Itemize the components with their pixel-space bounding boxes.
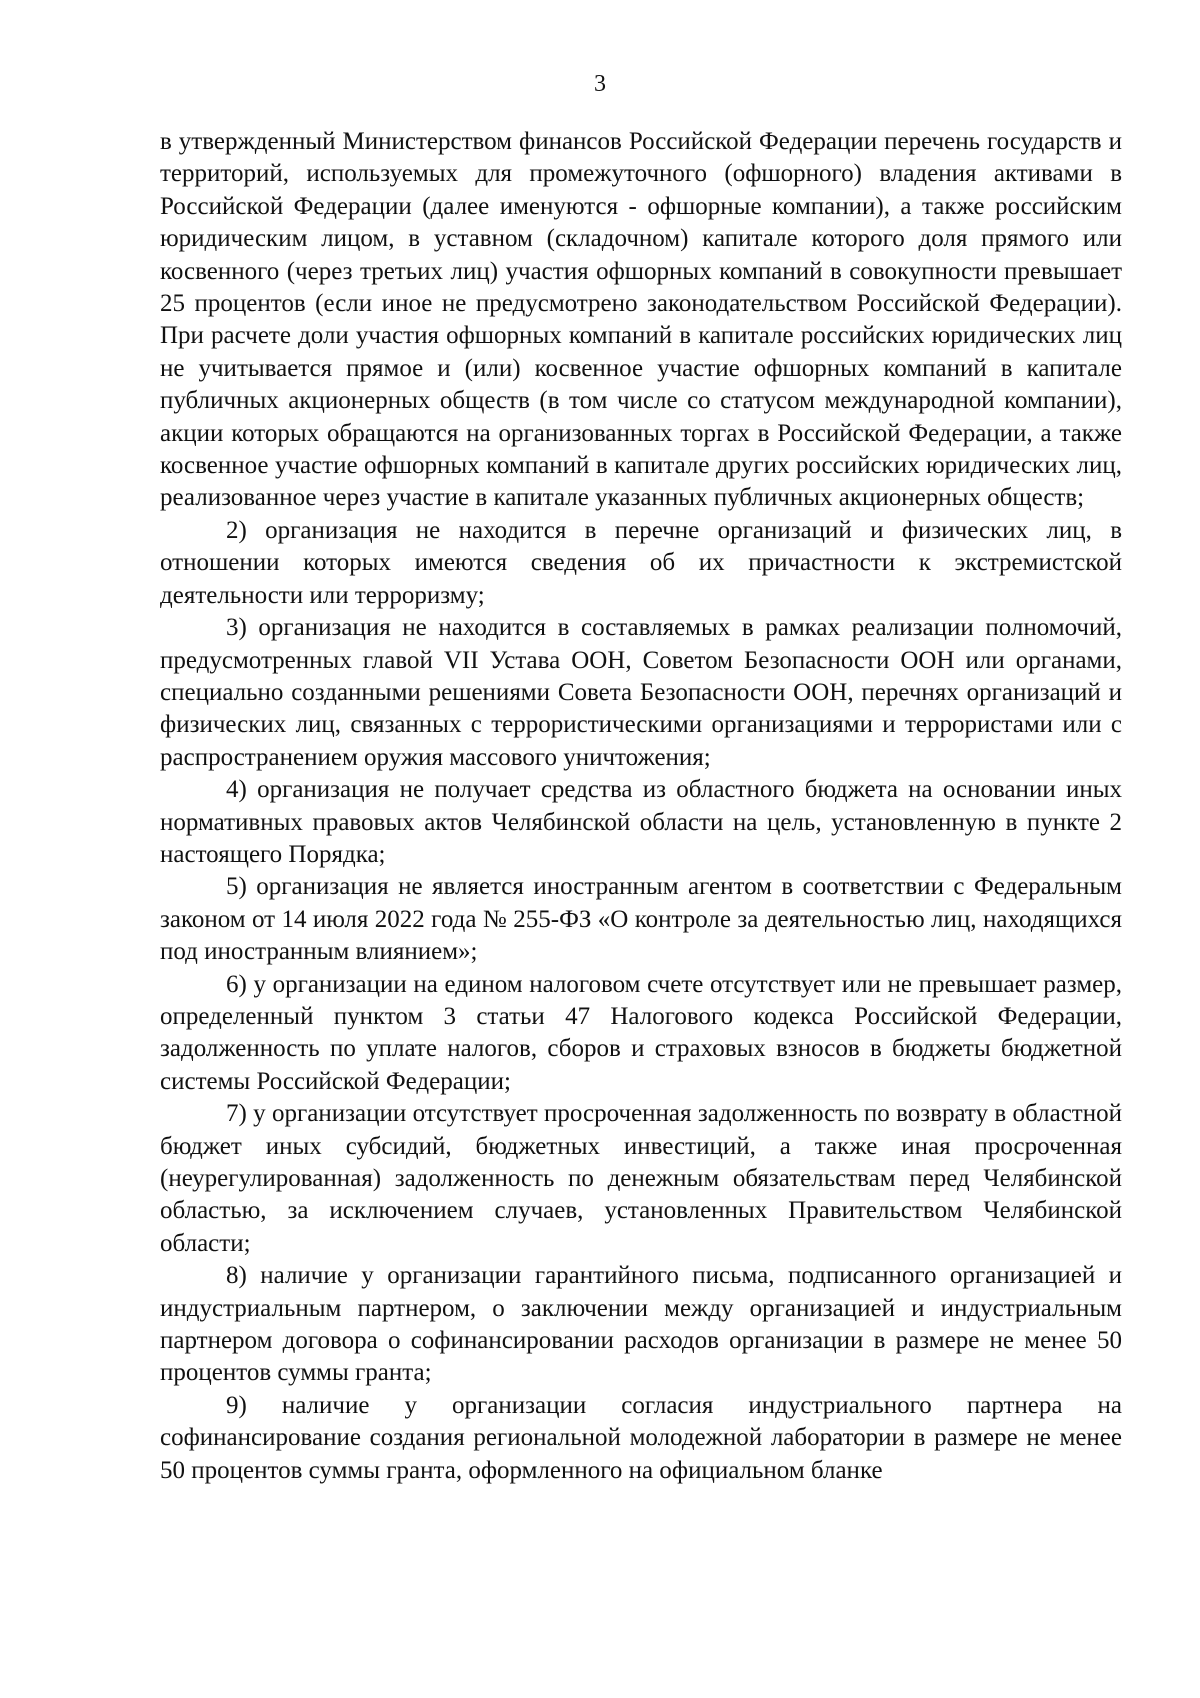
paragraph-item-5: 5) организация не является иностранным агентом в соответствии с Федеральным законом от 14 июля 2022 года № 255-ФЗ «О контроле за деятельностью лиц, находящихся под иностранным влиянием»; [160,873,1122,966]
document-body [160,126,1122,1487]
paragraph-offshore-continuation: в утвержденный Министерством финансов Российской Федерации перечень государств и территорий, используемых для промежуточного (офшорного) владения активами в Российской Федерации (далее именуются - офшорные компании), а также российским юридическим лицом, в уставном (складочном) капитале которого доля прямого или косвенного (через третьих лиц) участия офшорных компаний в совокупности превышает 25 процентов (если иное не предусмотрено законодательством Российской Федерации). При расчете доли участия офшорных компаний в капитале российских юридических лиц не учитывается прямое и (или) косвенное участие офшорных компаний в капитале публичных акционерных обществ (в том числе со статусом международной компании), акции которых обращаются на организованных торгах в Российской Федерации, а также косвенное участие офшорных компаний в капитале других российских юридических лиц, реализованное через участие в капитале указанных публичных акционерных обществ; [160,128,1122,512]
paragraph-item-3: 3) организация не находится в составляемых в рамках реализации полномочий, предусмотренных главой VII Устава ООН, Советом Безопасности ООН или органами, специально созданными решениями Совета Безопасности ООН, перечнях организаций и физических лиц, связанных с террористическими организациями и террористами или с распространением оружия массового уничтожения; [160,614,1122,771]
page-number: 3 [594,71,606,97]
paragraph-item-8: 8) наличие у организации гарантийного письма, подписанного организацией и индустриальным партнером, о заключении между организацией и индустриальным партнером договора о софинансировании расходов организации в размере не менее 50 процентов суммы гранта; [160,1262,1122,1387]
paragraph-item-9: 9) наличие у организации согласия индустриального партнера на софинансирование создания региональной молодежной лаборатории в размере не менее 50 процентов суммы гранта, оформленного на официальном бланке [160,1391,1122,1484]
paragraph-item-7: 7) у организации отсутствует просроченная задолженность по возврату в областной бюджет иных субсидий, бюджетных инвестиций, а также иная просроченная (неурегулированная) задолженность по денежным обязательствам перед Челябинской областью, за исключением случаев, установленных Правительством Челябинской области; [160,1100,1122,1257]
paragraph-item-4: 4) организация не получает средства из областного бюджета на основании иных нормативных правовых актов Челябинской области на цель, установленную в пункте 2 настоящего Порядка; [160,776,1122,868]
paragraph-item-6: 6) у организации на едином налоговом счете отсутствует или не превышает размер, определенный пунктом 3 статьи 47 Налогового кодекса Российской Федерации, задолженность по уплате налогов, сборов и страховых взносов в бюджеты бюджетной системы Российской Федерации; [160,970,1122,1095]
paragraph-item-2: 2) организация не находится в перечне организаций и физических лиц, в отношении которых имеются сведения об их причастности к экстремистской деятельности или терроризму; [160,516,1122,609]
